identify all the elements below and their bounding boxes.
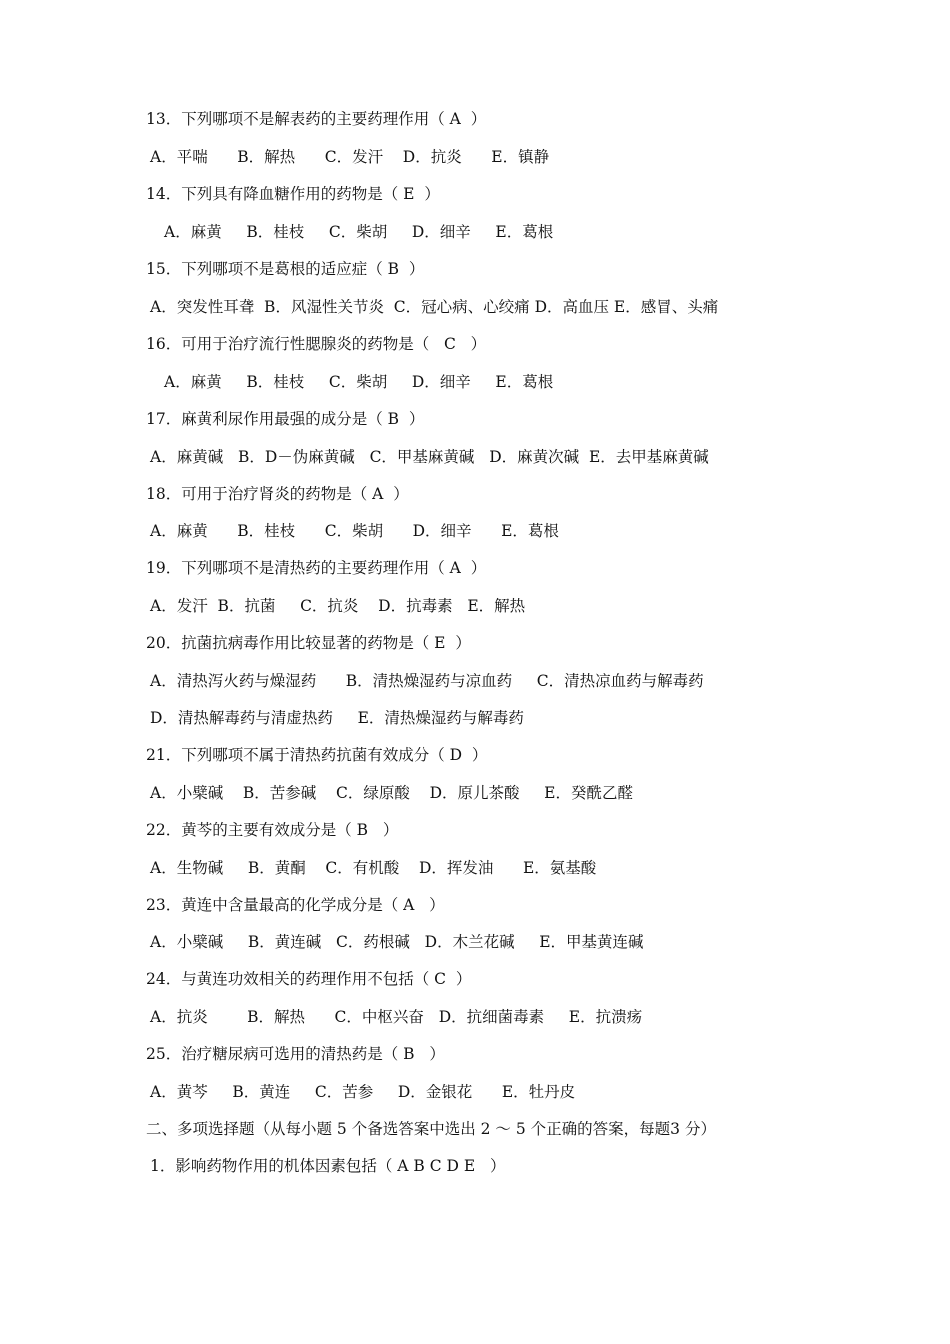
question-21: 21．下列哪项不属于清热药抗菌有效成分（ D ） <box>146 746 488 764</box>
question-19: 19．下列哪项不是清热药的主要药理作用（ A ） <box>146 559 487 577</box>
question-21-options: A．小檗碱 B．苦参碱 C．绿原酸 D．原儿茶酸 E．癸酰乙醛 <box>150 784 633 802</box>
question-13: 13．下列哪项不是解表药的主要药理作用（ A ） <box>146 110 487 128</box>
question-18-options: A．麻黄 B．桂枝 C．柴胡 D．细辛 E．葛根 <box>150 522 559 540</box>
question-13-options: A．平喘 B．解热 C．发汗 D．抗炎 E．镇静 <box>150 148 550 166</box>
section-heading-multiple-choice: 二、多项选择题（从每小题 5 个备选答案中选出 2 ～ 5 个正确的答案，每题3 分） <box>146 1120 716 1138</box>
question-15: 15．下列哪项不是葛根的适应症（ B ） <box>146 260 425 278</box>
question-20-options-d-e: D．清热解毒药与清虚热药 E．清热燥湿药与解毒药 <box>150 709 524 727</box>
question-18: 18．可用于治疗肾炎的药物是（ A ） <box>146 485 409 503</box>
multi-question-1: 1．影响药物作用的机体因素包括（ A B C D E ） <box>150 1157 506 1175</box>
question-25-options: A．黄芩 B．黄连 C．苦参 D．金银花 E．牡丹皮 <box>150 1083 576 1101</box>
question-20: 20．抗菌抗病毒作用比较显著的药物是（ E ） <box>146 634 471 652</box>
question-16-options: A．麻黄 B．桂枝 C．柴胡 D．细辛 E．葛根 <box>164 373 554 391</box>
question-14: 14．下列具有降血糖作用的药物是（ E ） <box>146 185 440 203</box>
question-24: 24．与黄连功效相关的药理作用不包括（ C ） <box>146 970 472 988</box>
question-20-options-a-c: A．清热泻火药与燥湿药 B．清热燥湿药与凉血药 C．清热凉血药与解毒药 <box>150 672 704 690</box>
question-15-options: A．突发性耳聋 B．风湿性关节炎 C．冠心病、心绞痛 D．高血压 E．感冒、头痛 <box>150 298 719 316</box>
question-19-options: A．发汗 B．抗菌 C．抗炎 D．抗毒素 E．解热 <box>150 597 526 615</box>
question-17-options: A．麻黄碱 B．D－伪麻黄碱 C．甲基麻黄碱 D．麻黄次碱 E．去甲基麻黄碱 <box>150 448 709 466</box>
question-14-options: A．麻黄 B．桂枝 C．柴胡 D．细辛 E．葛根 <box>164 223 554 241</box>
question-23: 23．黄连中含量最高的化学成分是（ A ） <box>146 896 445 914</box>
question-16: 16．可用于治疗流行性腮腺炎的药物是（ C ） <box>146 335 487 353</box>
question-24-options: A．抗炎 B．解热 C．中枢兴奋 D．抗细菌毒素 E．抗溃疡 <box>150 1008 643 1026</box>
question-25: 25．治疗糖尿病可选用的清热药是（ B ） <box>146 1045 445 1063</box>
question-17: 17．麻黄利尿作用最强的成分是（ B ） <box>146 410 425 428</box>
question-23-options: A．小檗碱 B．黄连碱 C．药根碱 D．木兰花碱 E．甲基黄连碱 <box>150 933 644 951</box>
question-22-options: A．生物碱 B．黄酮 C．有机酸 D．挥发油 E．氨基酸 <box>150 859 597 877</box>
question-22: 22．黄芩的主要有效成分是（ B ） <box>146 821 399 839</box>
